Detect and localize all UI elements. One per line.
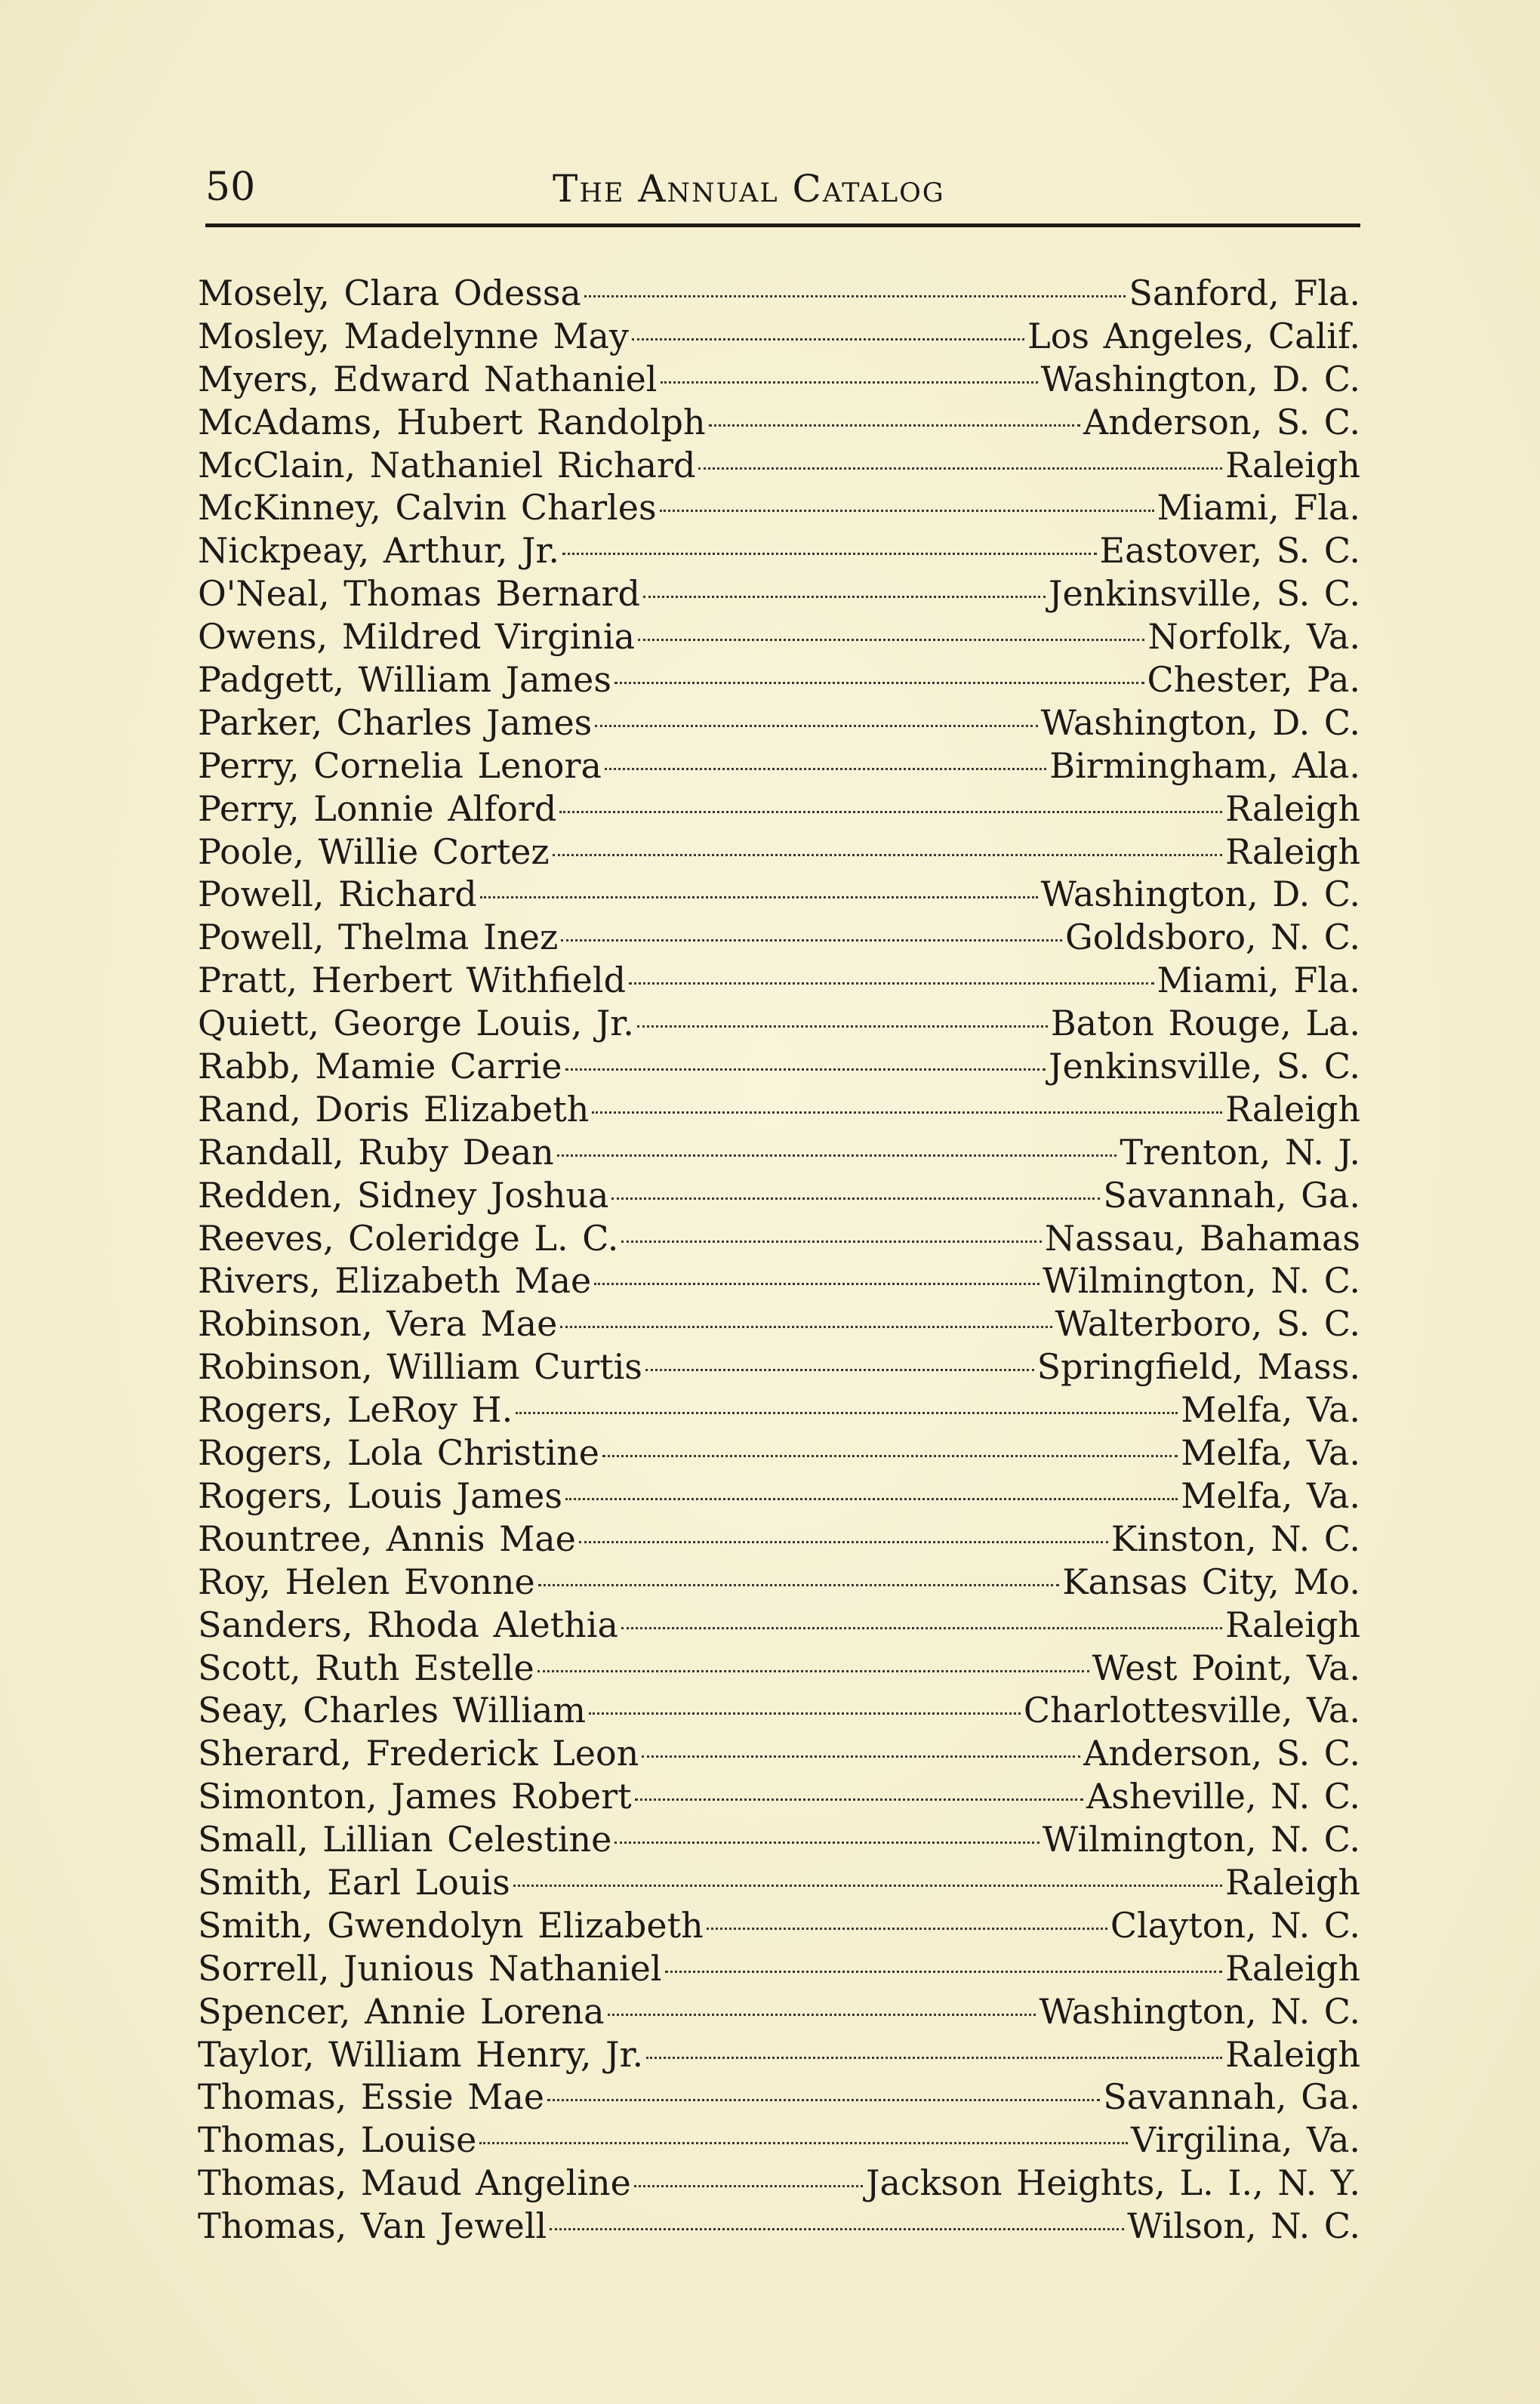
dot-leader [621, 1627, 1222, 1629]
entry-hometown: Kinston, N. C. [1110, 1518, 1360, 1559]
dot-leader [565, 1068, 1046, 1071]
dot-leader [707, 1928, 1107, 1930]
dot-leader [479, 2142, 1128, 2144]
directory-entry [198, 873, 1360, 916]
entry-name: Smith, Gwendolyn Elizabeth [198, 1904, 704, 1946]
dot-leader [562, 553, 1097, 555]
entry-name: Small, Lillian Celestine [198, 1819, 612, 1860]
entry-hometown: Walterboro, S. C. [1055, 1303, 1360, 1345]
entry-name: O'Neal, Thomas Bernard [198, 573, 640, 615]
dot-leader [665, 1971, 1223, 1973]
directory-entry [198, 1002, 1360, 1045]
directory-entry [198, 744, 1360, 787]
entry-name: Myers, Edward Nathaniel [198, 358, 658, 399]
directory-entry [198, 1732, 1360, 1775]
directory-entry [198, 1689, 1360, 1732]
entry-name: Poole, Willie Cortez [198, 831, 550, 872]
dot-leader [634, 2185, 863, 2187]
entry-name: Mosely, Clara Odessa [198, 273, 581, 313]
entry-hometown: Washington, D. C. [1040, 358, 1360, 399]
entry-hometown: Melfa, Va. [1181, 1389, 1360, 1431]
directory-entry [198, 1475, 1360, 1518]
dot-leader [638, 639, 1144, 641]
page-header [205, 159, 1360, 219]
entry-name: Sherard, Frederick Leon [198, 1733, 639, 1774]
entry-name: Sorrell, Junious Nathaniel [198, 1947, 662, 1989]
dot-leader [608, 2014, 1036, 2016]
directory-entry [198, 1647, 1360, 1690]
directory-entry [198, 658, 1360, 701]
dot-leader [550, 2228, 1124, 2230]
entry-name: Rogers, Louis James [198, 1475, 562, 1516]
entry-name: Mosley, Madelynne May [198, 315, 629, 356]
directory-entry [198, 1775, 1360, 1818]
entry-hometown: Chester, Pa. [1147, 659, 1360, 701]
dot-leader [559, 811, 1222, 813]
entry-name: Perry, Lonnie Alford [198, 787, 557, 829]
entry-hometown: Raleigh [1225, 2033, 1360, 2075]
entry-name: Reeves, Coleridge L. C. [198, 1217, 619, 1259]
directory-entry [198, 1432, 1360, 1475]
entry-hometown: Wilson, N. C. [1127, 2205, 1360, 2247]
entry-hometown: Baton Rouge, La. [1050, 1003, 1360, 1044]
entry-name: Thomas, Van Jewell [198, 2205, 547, 2247]
entry-hometown: Savannah, Ga. [1103, 2076, 1360, 2118]
entry-hometown: Washington, D. C. [1040, 874, 1360, 915]
entry-hometown: Raleigh [1225, 1088, 1360, 1130]
entry-hometown: Jenkinsville, S. C. [1049, 573, 1360, 615]
dot-leader [643, 596, 1046, 598]
entry-hometown: Raleigh [1225, 831, 1360, 872]
entry-hometown: Melfa, Va. [1181, 1432, 1360, 1474]
entry-name: McClain, Nathaniel Richard [198, 444, 696, 485]
entry-name: Padgett, William James [198, 659, 611, 701]
dot-leader [602, 1455, 1178, 1457]
entry-hometown: Birmingham, Ala. [1049, 744, 1360, 786]
dot-leader [589, 1712, 1021, 1715]
directory-entry [198, 358, 1360, 401]
directory-entry [198, 1861, 1360, 1904]
entry-hometown: Sanford, Fla. [1129, 273, 1360, 313]
entry-name: Rand, Doris Elizabeth [198, 1088, 590, 1130]
entry-hometown: West Point, Va. [1092, 1647, 1360, 1688]
directory-entry [198, 1561, 1360, 1604]
entry-name: Rabb, Mamie Carrie [198, 1046, 562, 1087]
running-title: The Annual Catalog [553, 167, 945, 211]
directory-entry [198, 1088, 1360, 1131]
page-number: 50 [205, 165, 256, 210]
dot-leader [660, 510, 1154, 512]
directory-entry [198, 787, 1360, 831]
entry-hometown: Raleigh [1225, 1947, 1360, 1989]
entry-hometown: Miami, Fla. [1157, 487, 1360, 529]
entry-name: Nickpeay, Arthur, Jr. [198, 530, 559, 572]
dot-leader [513, 1885, 1222, 1887]
dot-leader [537, 1670, 1089, 1672]
entry-hometown: Miami, Fla. [1157, 960, 1360, 1001]
dot-leader [621, 1241, 1042, 1243]
entry-name: Robinson, Vera Mae [198, 1303, 558, 1345]
entry-name: Powell, Thelma Inez [198, 917, 559, 958]
dot-leader [709, 424, 1080, 427]
directory-entry [198, 315, 1360, 358]
entry-hometown: Norfolk, Va. [1147, 616, 1360, 658]
dot-leader [560, 1326, 1052, 1328]
dot-leader [565, 1498, 1178, 1500]
directory-entry [198, 1904, 1360, 1947]
entry-hometown: Los Angeles, Calif. [1027, 315, 1360, 356]
directory-entry [198, 486, 1360, 529]
entry-name: Spencer, Annie Lorena [198, 1990, 605, 2032]
dot-leader [645, 1369, 1034, 1371]
dot-leader [611, 1197, 1100, 1200]
entry-name: Perry, Cornelia Lenora [198, 744, 602, 786]
entry-name: Robinson, William Curtis [198, 1346, 642, 1388]
dot-leader [561, 939, 1062, 942]
directory-entry [198, 916, 1360, 959]
dot-leader [584, 295, 1126, 297]
entry-name: Scott, Ruth Estelle [198, 1647, 534, 1688]
directory-entry [198, 1217, 1360, 1260]
directory-entry [198, 1259, 1360, 1302]
entry-name: Parker, Charles James [198, 701, 593, 743]
directory-entry [198, 444, 1360, 487]
directory-entry [198, 1045, 1360, 1088]
entry-name: McAdams, Hubert Randolph [198, 401, 706, 442]
entry-hometown: Washington, D. C. [1040, 701, 1360, 743]
entry-hometown: Jenkinsville, S. C. [1049, 1046, 1360, 1087]
dot-leader [635, 1798, 1083, 1801]
dot-leader [642, 1755, 1080, 1758]
dot-leader [614, 1842, 1040, 1844]
directory-entry [198, 1818, 1360, 1861]
dot-leader [646, 2057, 1222, 2059]
directory-entry [198, 2205, 1360, 2248]
directory-entry [198, 2033, 1360, 2076]
entry-name: Thomas, Louise [198, 2119, 477, 2161]
entry-name: Seay, Charles William [198, 1690, 587, 1731]
directory-entry [198, 1131, 1360, 1174]
entry-hometown: Virgilina, Va. [1130, 2119, 1360, 2161]
directory-entry [198, 615, 1360, 658]
directory-entry [198, 529, 1360, 572]
entry-name: Thomas, Essie Mae [198, 2076, 544, 2118]
entry-name: McKinney, Calvin Charles [198, 487, 657, 529]
entry-name: Rountree, Annis Mae [198, 1518, 576, 1559]
entry-hometown: Eastover, S. C. [1099, 530, 1360, 572]
entry-name: Quiett, George Louis, Jr. [198, 1003, 634, 1044]
entry-name: Thomas, Maud Angeline [198, 2162, 631, 2204]
entry-name: Randall, Ruby Dean [198, 1131, 554, 1173]
dot-leader [547, 2099, 1100, 2101]
directory-entry [198, 1604, 1360, 1647]
directory-entry [198, 2076, 1360, 2119]
entry-hometown: Anderson, S. C. [1083, 401, 1360, 442]
entry-name: Rogers, LeRoy H. [198, 1389, 513, 1431]
entry-hometown: Kansas City, Mo. [1062, 1561, 1360, 1602]
entry-hometown: Raleigh [1225, 1604, 1360, 1645]
entry-hometown: Trenton, N. J. [1120, 1131, 1360, 1173]
directory-entry [198, 959, 1360, 1002]
dot-leader [637, 1025, 1048, 1028]
dot-leader [480, 896, 1038, 898]
directory-entry [198, 701, 1360, 744]
entry-hometown: Goldsboro, N. C. [1064, 917, 1360, 958]
entry-hometown: Raleigh [1225, 787, 1360, 829]
entry-name: Rogers, Lola Christine [198, 1432, 600, 1474]
dot-leader [629, 982, 1153, 985]
entry-name: Pratt, Herbert Withfield [198, 960, 627, 1001]
entry-hometown: Wilmington, N. C. [1042, 1819, 1360, 1860]
entry-hometown: Springfield, Mass. [1036, 1346, 1360, 1388]
entry-name: Smith, Earl Louis [198, 1861, 510, 1903]
directory-entry [198, 1518, 1360, 1561]
entry-hometown: Savannah, Ga. [1103, 1174, 1360, 1216]
dot-leader [592, 1111, 1222, 1114]
dot-leader [579, 1541, 1108, 1543]
entry-hometown: Jackson Heights, L. I., N. Y. [866, 2162, 1360, 2204]
directory-entry [198, 401, 1360, 444]
directory-entry [198, 272, 1360, 315]
entry-hometown: Wilmington, N. C. [1042, 1260, 1360, 1302]
student-directory-list [198, 272, 1360, 2248]
entry-name: Simonton, James Robert [198, 1776, 632, 1817]
directory-entry [198, 1990, 1360, 2033]
entry-name: Rivers, Elizabeth Mae [198, 1260, 592, 1302]
directory-entry [198, 1388, 1360, 1432]
directory-entry [198, 572, 1360, 615]
directory-entry [198, 2119, 1360, 2162]
dot-leader [632, 338, 1024, 341]
entry-hometown: Raleigh [1225, 444, 1360, 485]
dot-leader [595, 725, 1037, 727]
entry-hometown: Nassau, Bahamas [1044, 1217, 1360, 1259]
dot-leader [538, 1584, 1059, 1586]
entry-hometown: Clayton, N. C. [1110, 1904, 1360, 1946]
directory-entry [198, 831, 1360, 874]
directory-entry [198, 2162, 1360, 2205]
dot-leader [557, 1154, 1117, 1157]
dot-leader [614, 682, 1144, 684]
directory-entry [198, 1345, 1360, 1388]
directory-entry [198, 1174, 1360, 1217]
directory-entry [198, 1302, 1360, 1345]
entry-name: Roy, Helen Evonne [198, 1561, 535, 1602]
entry-hometown: Melfa, Va. [1181, 1475, 1360, 1516]
directory-entry [198, 1947, 1360, 1990]
dot-leader [594, 1283, 1040, 1285]
entry-name: Redden, Sidney Joshua [198, 1174, 609, 1216]
entry-name: Powell, Richard [198, 874, 477, 915]
entry-hometown: Raleigh [1225, 1861, 1360, 1903]
dot-leader [661, 381, 1038, 384]
entry-name: Sanders, Rhoda Alethia [198, 1604, 618, 1645]
dot-leader [698, 467, 1222, 470]
entry-name: Taylor, William Henry, Jr. [198, 2033, 644, 2075]
entry-name: Owens, Mildred Virginia [198, 616, 636, 658]
entry-hometown: Charlottesville, Va. [1023, 1690, 1360, 1731]
entry-hometown: Asheville, N. C. [1086, 1776, 1360, 1817]
dot-leader [605, 768, 1046, 770]
entry-hometown: Anderson, S. C. [1083, 1733, 1360, 1774]
entry-hometown: Washington, N. C. [1039, 1990, 1360, 2032]
header-rule [205, 223, 1360, 227]
dot-leader [553, 854, 1223, 856]
dot-leader [516, 1412, 1178, 1414]
